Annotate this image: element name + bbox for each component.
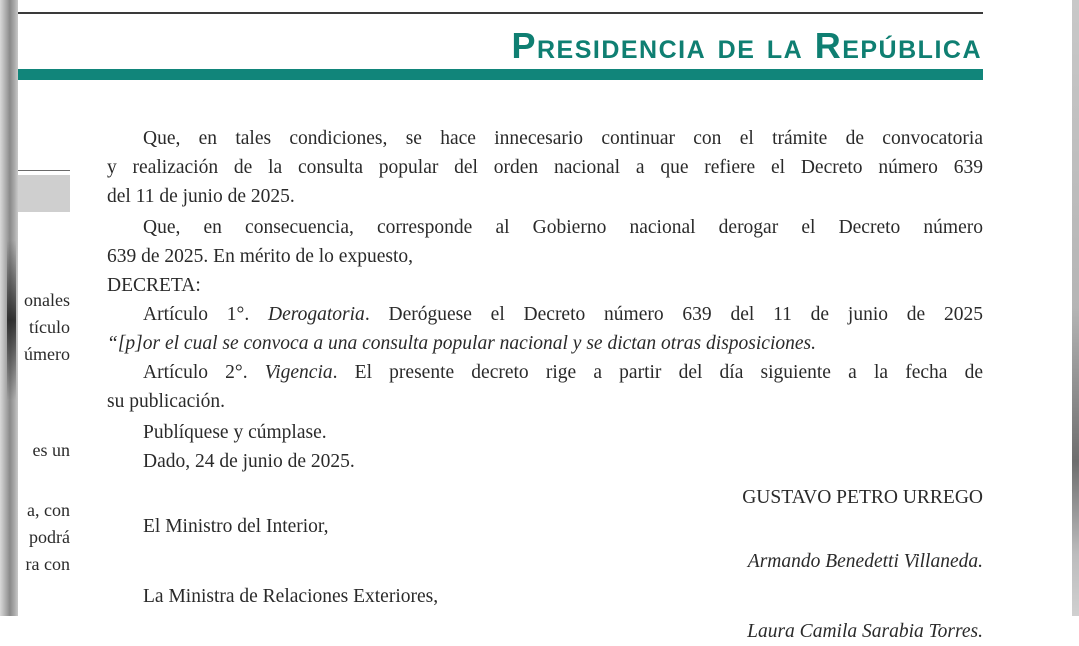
closing-formula: Publíquese y cúmplase. <box>143 422 327 443</box>
article-2-title: Vigencia <box>264 362 333 383</box>
photo-right-edge-shadow <box>1072 0 1079 616</box>
text-line: del 11 de junio de 2025. <box>107 186 295 207</box>
signatory-role: La Ministra de Relaciones Exteriores, <box>143 586 439 607</box>
masthead-green-bar <box>18 69 983 80</box>
article-1 <box>107 300 983 358</box>
left-column-fragment: tículo <box>29 317 70 337</box>
left-column-fragment: ra con <box>25 554 70 574</box>
signatory-name: Laura Camila Sarabia Torres. <box>747 621 983 642</box>
left-column-fragment: a, con <box>27 500 70 520</box>
article-2-line <box>107 358 983 387</box>
left-column-fragment: onales <box>24 290 70 310</box>
article-1-line <box>107 300 983 329</box>
article-2-label: Artículo 2°. <box>143 362 248 383</box>
president-name: GUSTAVO PETRO URREGO <box>742 487 983 508</box>
text-line: Que, en consecuencia, corresponde al Gobierno nacional derogar el Decreto número <box>143 217 983 238</box>
left-column-fragment: es un <box>32 440 70 460</box>
left-column-fragment: úmero <box>24 344 70 364</box>
paragraph-considerando-2 <box>107 213 983 271</box>
left-column-fragment: podrá <box>29 527 70 547</box>
text-line: 639 de 2025. En mérito de lo expuesto, <box>107 246 413 267</box>
text-line: y realización de la consulta popular del orden nacional a que refiere el Decreto número 639 <box>107 157 983 178</box>
decreta-heading: DECRETA: <box>107 275 201 296</box>
left-column-shaded-box <box>18 175 70 212</box>
masthead-title: Presidencia de la República <box>511 25 982 66</box>
left-column-rule <box>18 170 70 171</box>
article-1-title: Derogatoria <box>268 304 365 325</box>
paragraph-considerando-1 <box>107 124 983 211</box>
photo-left-edge-shadow <box>0 0 18 616</box>
article-1-label: Artículo 1°. <box>143 304 250 325</box>
article-1-quote: “[p]or el cual se convoca a una consulta popular nacional y se dictan otras disposiciones. <box>107 333 816 354</box>
article-2-text: . El presente decreto rige a partir del día siguiente a la fecha de <box>332 362 983 383</box>
signatory-name: Armando Benedetti Villaneda. <box>747 551 983 572</box>
gazette-page <box>18 0 1072 642</box>
article-2 <box>107 358 983 416</box>
article-2-text-cont: su publicación. <box>107 391 226 412</box>
signatory-role: El Ministro del Interior, <box>143 516 329 537</box>
signature-block <box>107 418 983 646</box>
article-1-text: . Deróguese el Decreto número 639 del 11 de junio de 2025 <box>364 304 983 325</box>
top-rule <box>18 12 983 14</box>
text-line: Que, en tales condiciones, se hace innecesario continuar con el trámite de convocatoria <box>143 128 983 149</box>
date-given: Dado, 24 de junio de 2025. <box>143 451 355 472</box>
decree-body <box>107 124 983 646</box>
